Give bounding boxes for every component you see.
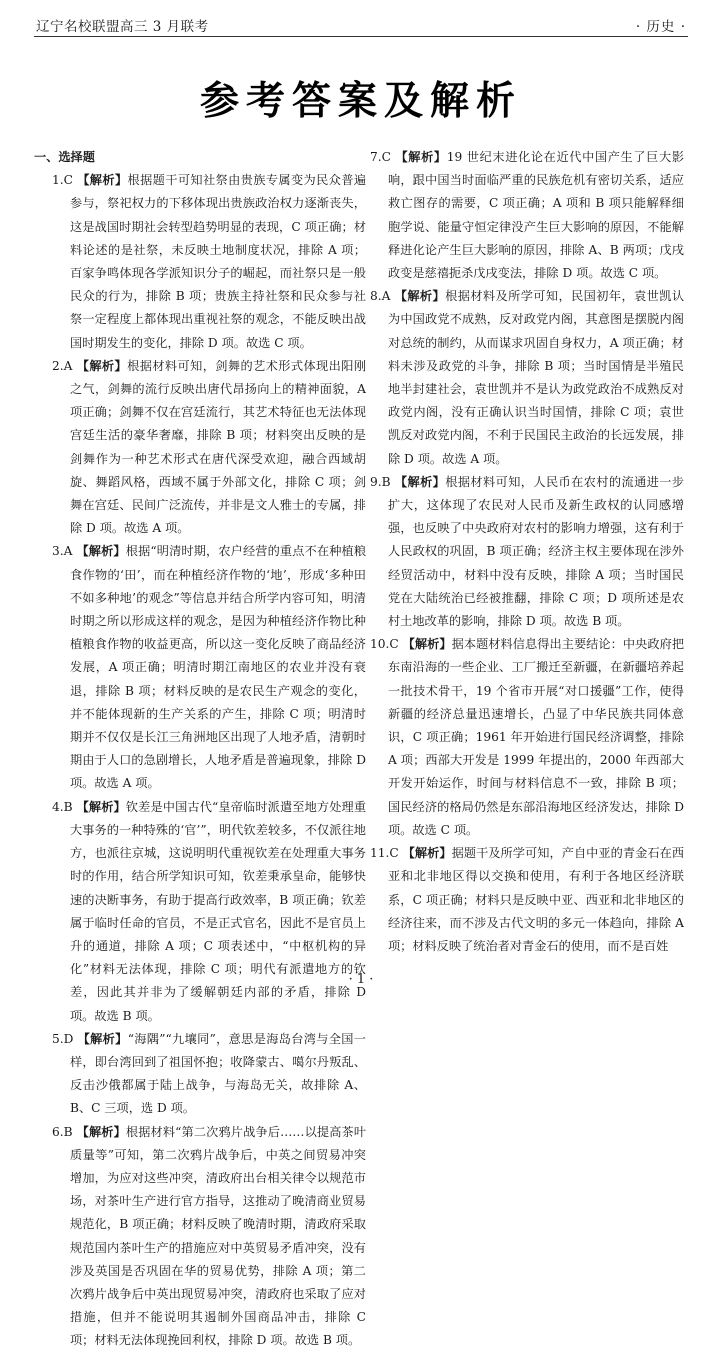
analysis-tag: 【解析】 bbox=[395, 150, 447, 164]
header-divider bbox=[34, 36, 688, 37]
analysis-tag: 【解析】 bbox=[76, 1124, 126, 1139]
analysis-tag: 【解析】 bbox=[394, 474, 446, 489]
answer-item-10: 10.C 【解析】据本题材料信息得出主要结论：中央政府把东南沿海的一些企业、工厂搬迁至新疆，在新疆培养起一批技术骨干，19 个省市开展“对口援疆”工作，使得新疆的经济总量迅速增长，凸显了中华民族共同体意识，C 项正确；1961 年开始进行国民经济调整，排除 A 项；西部大开发是 1999 年提出的，2000 年西部大开发开始运作，时间与材料信息不一致，排除 B 项；国民经济的格局仍然是东部沿海地区经济发达，排除 D 项。故选 C 项。 bbox=[370, 637, 685, 837]
right-column bbox=[370, 146, 684, 958]
section-label: 一、选择题 bbox=[34, 150, 95, 164]
answer-item-11: 11.C 【解析】据题干及所学可知，产自中亚的青金石在西亚和北非地区得以交换和使用，有利于各地区经济联系，C 项正确；材料只是反映中亚、西亚和北非地区的经济往来，而不涉及古代文明的多元一体趋向，排除 A 项；材料反映了统治者对青金石的使用，而不是百姓 bbox=[370, 846, 685, 953]
answer-item-4: 4.B 【解析】钦差是中国古代“皇帝临时派遣至地方处理重大事务的一种特殊的‘官’”，明代钦差较多，不仅派往地方，也派往京城，这说明明代重视钦差在处理重大事务时的作用，结合所学知识可知，钦差秉承皇命，能够快速的决断事务，有助于提高行政效率，B 项正确；钦差属于临时任命的官员，不是正式官名，因此不是官员上升的通道，排除 A 项；C 项表述中，“中枢机构的异化”材料无法体现，排除 C 项；明代有派遣地方的钦差，因此其并非为了缓解朝廷内部的矛盾，排除 D 项。故选 B 项。 bbox=[52, 799, 367, 1023]
answer-item-1: 1.C 【解析】根据题干可知社祭由贵族专属变为民众普遍参与，祭祀权力的下移体现出贵族政治权力逐渐丧失，这是战国时期社会转型趋势明显的表现，C 项正确；材料论述的是社祭，未反映土地制度状况，排除 A 项；百家争鸣体现各学派知识分子的崛起，而社祭只是一般民众的行为，排除 B 项；贵族主持社祭和民众参与社祭一定程度上都体现出重视社祭的观念，不能反映出战国时期发生的变化，排除 D 项。故选 C 项。 bbox=[52, 173, 367, 350]
analysis-tag: 【解析】 bbox=[76, 544, 126, 559]
page-number: · 1 · bbox=[348, 972, 374, 987]
answer-item-2: 2.A 【解析】根据材料可知，剑舞的艺术形式体现出阳刚之气，剑舞的流行反映出唐代昂扬向上的精神面貌，A 项正确；剑舞不仅在宫廷流行，其艺术特征也无法体现宫廷生活的豪华奢靡，排除 B 项；材料突出反映的是剑舞作为一种艺术形式在唐代深受欢迎，融合西域胡旋、舞蹈风格，西域不属于外部文化，排除 C 项；剑舞在宫廷、民间广泛流传，并非是文人雅士的专属，排除 D 项。故选 A 项。 bbox=[52, 358, 367, 536]
subject-label: · 历史 · bbox=[635, 19, 686, 35]
analysis-tag: 【解析】 bbox=[77, 1031, 128, 1046]
answer-item-7: 7.C 【解析】19 世纪末进化论在近代中国产生了巨大影响，跟中国当时面临严重的民族危机有密切关系，适应救亡图存的需要，C 项正确；A 项和 B 项只能解释细胞学说、能量守恒定律没产生巨大影响的原因，不能解释进化论产生巨大影响的原因，排除 A、B 两项；戊戌政变是慈禧扼杀戊戌变法，排除 D 项。故选 C 项。 bbox=[370, 150, 685, 281]
answer-item-6: 6.B 【解析】根据材料“第二次鸦片战争后……以提高茶叶质量等”可知，第二次鸦片战争后，中英之间贸易冲突增加，为应对这些冲突，清政府出台相关律令以规范市场，对茶叶生产进行官方指导，这推动了晚清商业贸易规范化，B 项正确；材料反映了晚清时期，清政府采取规范国内茶叶生产的措施应对中英贸易矛盾冲突，没有涉及英国是否巩固在华的贸易优势，排除 A 项；第二次鸦片战争后中英出现贸易冲突，清政府也采取了应对措施，但并不能说明其遏制外国商品冲击，排除 C 项；材料无法体现挽回利权，排除 D 项。故选 B 项。 bbox=[52, 1124, 367, 1348]
analysis-tag: 【解析】 bbox=[394, 289, 446, 304]
exam-name: 辽宁名校联盟高三 3 月联考 bbox=[36, 19, 209, 35]
analysis-tag: 【解析】 bbox=[402, 637, 452, 652]
answer-item-5: 5.D 【解析】“海隅”“九壤同”，意思是海岛台湾与全国一样，即台湾回到了祖国怀抱；收降蒙古、噶尔丹叛乱、反击沙俄都属于陆上战争，与海岛无关，故排除 A、B、C 三项，选 D 项。 bbox=[52, 1031, 366, 1116]
page-header bbox=[36, 12, 686, 36]
analysis-tag: 【解析】 bbox=[402, 846, 452, 861]
analysis-tag: 【解析】 bbox=[76, 799, 126, 814]
analysis-tag: 【解析】 bbox=[77, 173, 128, 188]
page-title: 参考答案及解析 bbox=[199, 79, 522, 124]
analysis-tag: 【解析】 bbox=[76, 358, 128, 373]
answer-item-3: 3.A 【解析】根据“明清时期，农户经营的重点不在种植粮食作物的‘田’，而在种植经济作物的‘地’，形成‘多种田不如多种地’的观念”等信息并结合所学内容可知，明清时期之所以形成这样的观念，是因为种植经济作物比种植粮食作物的收益更高，所以这一变化反映了商品经济发展，A 项正确；明清时期江南地区的农业并没有衰退，排除 B 项；材料反映的是农民生产观念的变化，并不能体现新的生产关系的产生，排除 C 项；明清时期并不仅仅是长江三角洲地区出现了人地矛盾，清朝时期由于人口的急剧增长，人地矛盾是普遍现象，排除 D 项。故选 A 项。 bbox=[52, 544, 367, 791]
answer-item-8: 8.A 【解析】根据材料及所学可知，民国初年，袁世凯认为中国政党不成熟，反对政党内阁，其意图是摆脱内阁对总统的制约，从而谋求巩固自身权力，A 项正确；材料未涉及政党的斗争，排除 B 项；当时国情是半殖民地半封建社会，袁世凯并不是认为政党政治不成熟反对政党内阁，没有正确认识当时国情，排除 C 项；袁世凯反对政党内阁，不利于民国民主政治的长远发展，排除 D 项。故选 A 项。 bbox=[370, 289, 685, 466]
left-column bbox=[34, 146, 367, 1353]
answer-item-9: 9.B 【解析】根据材料可知，人民币在农村的流通进一步扩大，这体现了农民对人民币及新生政权的认同感增强，也反映了中央政府对农村的影响力增强，这有利于人民政权的巩固，B 项正确；经济主权主要体现在涉外经贸活动中，材料中没有反映，排除 A 项；当时国民党在大陆统治已经被推翻，排除 C 项；D 项所述是农村土地改革的影响，排除 D 项。故选 B 项。 bbox=[370, 474, 685, 629]
